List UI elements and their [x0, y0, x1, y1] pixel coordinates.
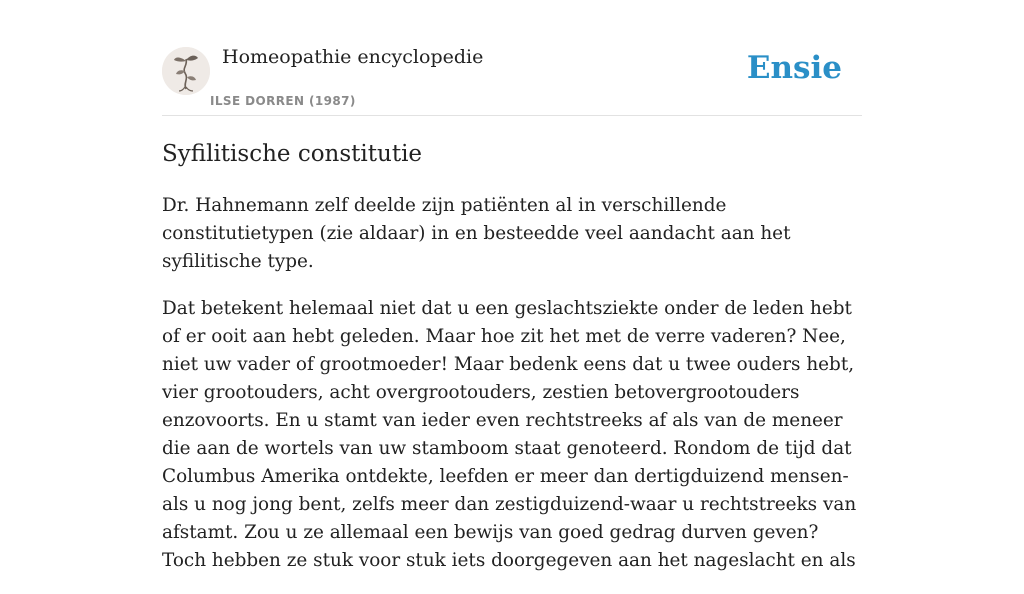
brand-logo[interactable]: Ensie: [746, 50, 842, 86]
article-paragraph-2: Dat betekent helemaal niet dat u een geslachtsziekte onder de leden hebt of er ooit aan hebt geleden. Maar hoe zit het met de verre vaderen? Nee, niet uw vader of grootmoeder! Maar bedenk eens dat u twee ouders hebt, vier grootouders, acht overgrootouders, zestien betovergrootouders enzovoorts. En u stamt van ieder even rechtstreeks af als van de meneer die aan de wortels van uw stamboom staat genoteerd. Rondom de tijd dat Columbus Amerika ontdekte, leefden er meer dan dertigduizend mensen-als u nog jong bent, zelfs meer dan zestigduizend-waar u rechtstreeks van afstamt. Zou u ze allemaal een bewijs van goed gedrag durven geven? Toch hebben ze stuk voor stuk iets doorgegeven aan het nageslacht en als: [162, 298, 857, 571]
author-label: ILSE DORREN (1987): [210, 94, 356, 108]
article-body: [162, 192, 862, 594]
article-paragraph-1: Dr. Hahnemann zelf deelde zijn patiënten al in verschillende constitutietypen (zie aldaar) in en besteedde veel aandacht aan het syfilitische type.: [162, 195, 791, 272]
article-title: Syfilitische constitutie: [162, 141, 423, 167]
book-avatar[interactable]: [162, 47, 210, 95]
page-header: [162, 0, 862, 116]
book-title[interactable]: Homeopathie encyclopedie: [222, 46, 484, 68]
plant-seedling-icon: [162, 47, 210, 95]
content-container: [162, 0, 862, 571]
